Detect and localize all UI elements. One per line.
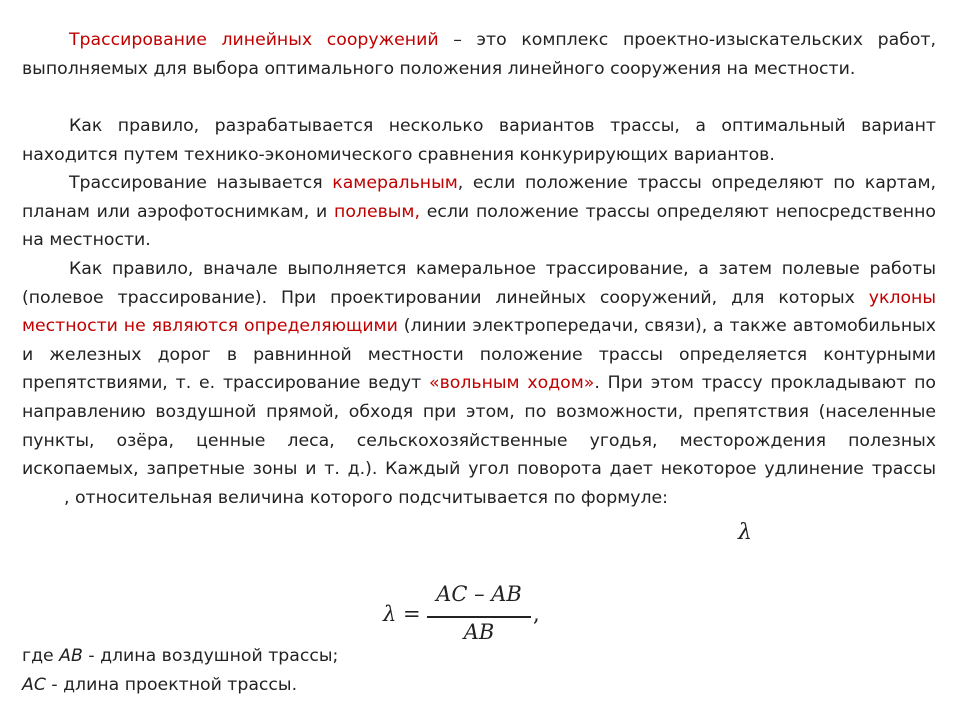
definition-ab-prefix: где <box>22 646 60 666</box>
variants-text: Как правило, разрабатывается несколько вариантов трассы, а оптимальный вариант находится путем технико-экономического сравнения конкурирующих вариантов. <box>22 116 936 165</box>
process-text-4: , относительная величина которого подсчитывается по формуле: <box>64 487 668 508</box>
term-slopes: уклоны местности не являются определяющими <box>22 287 936 337</box>
term-field: полевым, <box>334 201 420 222</box>
types-text-2: , если положение трассы определяют по картам, планам или аэрофотоснимкам, и <box>22 173 936 222</box>
definition-ab <box>22 642 338 670</box>
var-ab: AB <box>59 646 83 666</box>
formula-numerator: AC – AB <box>436 582 522 606</box>
lambda-symbol: λ <box>738 520 752 545</box>
definition-ac <box>22 671 297 699</box>
formula-denominator: AB <box>463 620 495 644</box>
process-text-1: Как правило, вначале выполняется камеральное трассирование, а затем полевые работы (полевое трассирование). При проектировании линейных сооружений, для которых <box>22 259 936 308</box>
formula-equals: = <box>403 602 421 626</box>
term-free-run: «вольным ходом» <box>429 373 595 394</box>
desc-ab: - длина воздушной трассы; <box>82 646 339 666</box>
term-cameral: камеральным <box>332 173 458 193</box>
formula-comma: , <box>533 602 540 626</box>
paragraph-variants <box>22 112 936 169</box>
paragraph-types <box>22 169 936 255</box>
process-text-2: (линии электропередачи, связи), а также автомобильных и железных дорог в равнинной местности положение трассы определяется контурными препятствиями, т. е. трассирование ведут <box>22 316 937 394</box>
paragraph-definition <box>22 26 936 83</box>
process-text-3: . При этом трассу прокладывают по направлению воздушной прямой, обходя при этом, по возможности, препятствия (населенные пункты, озёра, ценные леса, сельскохозяйственные угодья, месторождения полезных ископаемых, запретные зоны и т. д.). Каждый угол поворота дает некоторое удлинение трассы <box>22 373 936 480</box>
types-text-3: если положение трассы определяют непосредственно на местности. <box>22 201 936 251</box>
paragraph-process <box>22 255 936 512</box>
formula <box>383 582 563 652</box>
fraction-bar <box>427 616 531 618</box>
term-tracing: Трассирование линейных сооружений <box>69 30 439 50</box>
desc-ac: - длина проектной трассы. <box>45 675 298 695</box>
types-text-1: Трассирование называется <box>69 173 333 193</box>
var-ac: AC <box>22 675 46 695</box>
definition-text: – это комплекс проектно-изыскательских работ, выполняемых для выбора оптимального положения линейного сооружения на местности. <box>22 30 936 79</box>
formula-lhs: λ <box>383 602 397 626</box>
